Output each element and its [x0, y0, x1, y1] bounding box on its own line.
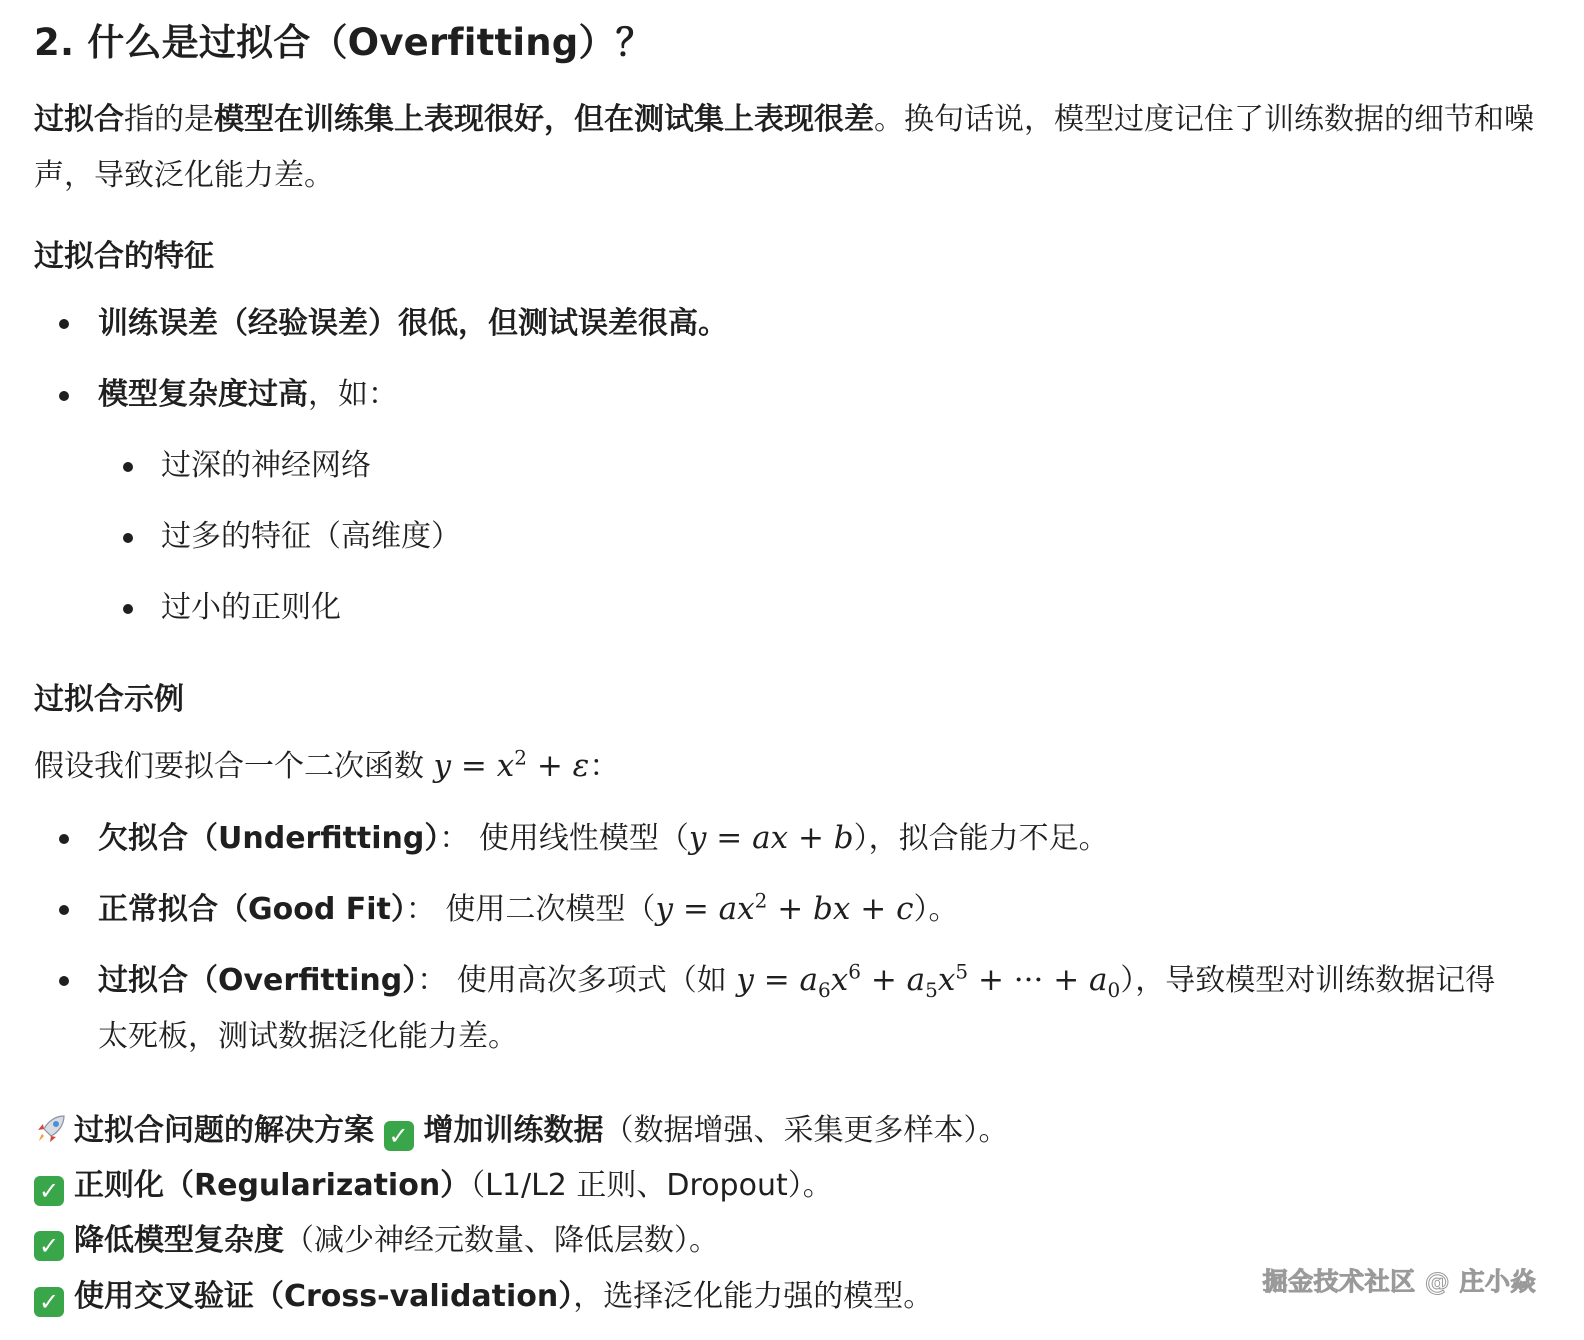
- overfit-bold: 过拟合（Overfitting）: [98, 963, 418, 998]
- formula-linear: y = ax + b: [688, 820, 854, 856]
- bullet-icon: [123, 604, 133, 614]
- goodfit-bold: 正常拟合（Good Fit）: [98, 892, 406, 927]
- overfit-tail: ），导致模型对训练数据记得太死板，测试数据泛化能力差。: [98, 963, 1496, 1054]
- bullet-icon: [59, 905, 69, 915]
- solution-3: [34, 1220, 719, 1262]
- intro-text-2: 。换句话说，模型过度记住了训练数据的细节和噪声，导致泛化能力差。: [34, 102, 1534, 193]
- check-mark-icon: ✓: [34, 1176, 64, 1206]
- feature-item-1-text: 训练误差（经验误差）很低，但测试误差很高。: [98, 306, 728, 341]
- goodfit-tail: ）。: [913, 892, 959, 927]
- solution-3-rest: （减少神经元数量、降低层数）。: [284, 1223, 719, 1258]
- intro-text-1: 指的是: [124, 102, 214, 137]
- sub-item-3: 过小的正则化: [161, 590, 341, 625]
- underfit-tail: ），拟合能力不足。: [853, 821, 1109, 856]
- solution-2: [34, 1165, 833, 1207]
- features-heading: 过拟合的特征: [34, 239, 214, 274]
- intro-bold-2: 模型在训练集上表现很好，但在测试集上表现很差: [214, 102, 874, 137]
- bullet-icon: [59, 976, 69, 986]
- solution-2-bold: 正则化（Regularization）: [74, 1168, 471, 1203]
- underfit-bold: 欠拟合（Underfitting）: [98, 821, 440, 856]
- section-heading: 2. 什么是过拟合（Overfitting）？: [34, 21, 653, 64]
- solution-4: [34, 1276, 933, 1318]
- solutions-title: 过拟合问题的解决方案: [74, 1113, 374, 1148]
- underfit-item: [98, 817, 1109, 860]
- check-mark-icon: ✓: [34, 1231, 64, 1261]
- example-lead-text: 假设我们要拟合一个二次函数: [34, 749, 434, 784]
- example-lead-tail: ：: [589, 749, 620, 784]
- feature-item-2-bold: 模型复杂度过高: [98, 377, 308, 412]
- solution-1-bold: 增加训练数据: [423, 1113, 604, 1148]
- check-mark-icon: ✓: [384, 1121, 414, 1151]
- goodfit-item: [98, 888, 958, 931]
- example-lead: [34, 745, 619, 788]
- formula-polynomial: $y = a_6x^6 + a_5x^5$ + ··· + $a_0$: [736, 959, 1121, 1003]
- goodfit-text: ： 使用二次模型（: [405, 892, 656, 927]
- bullet-icon: [59, 391, 69, 401]
- feature-item-2: [98, 374, 398, 416]
- overfit-item: [98, 952, 1508, 1065]
- bullet-icon: [123, 462, 133, 472]
- check-mark-icon: ✓: [34, 1287, 64, 1317]
- rocket-icon: [34, 1112, 68, 1146]
- bullet-icon: [59, 834, 69, 844]
- example-heading: 过拟合示例: [34, 682, 184, 717]
- solution-2-rest: （L1/L2 正则、Dropout）。: [470, 1168, 833, 1203]
- watermark: 掘金技术社区 @ 庄小焱: [1262, 1267, 1536, 1296]
- intro-paragraph: [34, 92, 1534, 204]
- feature-item-2-rest: ，如：: [308, 377, 398, 412]
- solution-3-bold: 降低模型复杂度: [74, 1223, 284, 1258]
- formula-quadratic-model: $y = ax^2$ + bx + c: [655, 888, 914, 927]
- feature-item-1: [98, 303, 728, 345]
- sub-item-2: 过多的特征（高维度）: [161, 519, 461, 554]
- bullet-icon: [123, 533, 133, 543]
- formula-quadratic: $y = x^2 + \varepsilon$: [433, 745, 590, 784]
- solution-4-rest: ，选择泛化能力强的模型。: [573, 1279, 934, 1314]
- solution-4-bold: 使用交叉验证（Cross-validation）: [74, 1279, 574, 1314]
- underfit-text: ： 使用线性模型（: [439, 821, 689, 856]
- solution-1-rest: （数据增强、采集更多样本）。: [603, 1113, 1009, 1148]
- overfit-text: ： 使用高次多项式（如: [417, 963, 737, 998]
- solutions-line-1: [34, 1110, 1009, 1152]
- intro-bold-1: 过拟合: [34, 102, 124, 137]
- bullet-icon: [59, 319, 69, 329]
- sub-item-1: 过深的神经网络: [161, 448, 371, 483]
